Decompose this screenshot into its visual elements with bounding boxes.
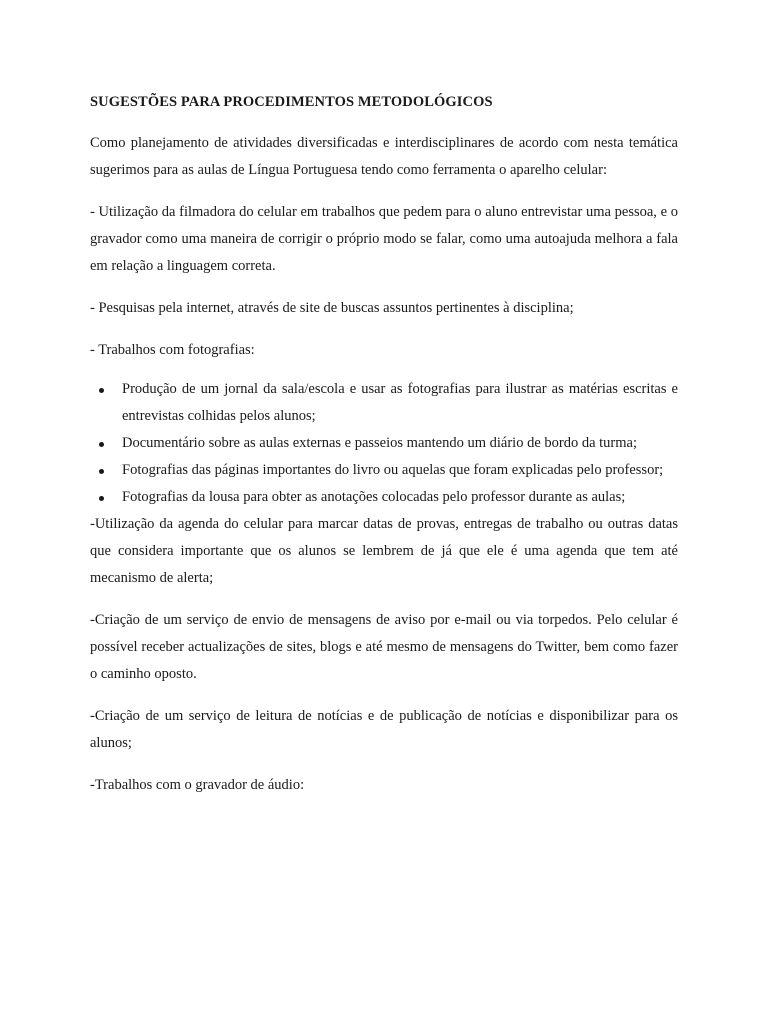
intro-paragraph: Como planejamento de atividades diversificadas e interdisciplinares de acordo com nesta temática sugerimos para as aulas de Língua Portuguesa tendo como ferramenta o aparelho celular: — [90, 135, 678, 178]
fotografias-heading: - Trabalhos com fotografias: — [90, 342, 255, 358]
agenda-paragraph: -Utilização da agenda do celular para marcar datas de provas, entregas de trabalho ou outras datas que considera importante que os alunos se lembrem de já que ele é uma agenda que tem até mecanismo de alerta; — [90, 516, 678, 586]
bullet-icon — [99, 442, 104, 447]
mensagens-paragraph: -Criação de um serviço de envio de mensagens de aviso por e-mail ou via torpedos. Pelo celular é possível receber actualizações de sites, blogs e até mesmo de mensagens do Twitter, bem como fazer o caminho oposto. — [90, 612, 678, 682]
list-item — [122, 484, 678, 511]
list-item — [122, 430, 678, 457]
list-item-text: Produção de um jornal da sala/escola e usar as fotografias para ilustrar as matérias escritas e entrevistas colhidas pelos alunos; — [122, 381, 678, 424]
bullet-icon — [99, 388, 104, 393]
fotografias-list — [90, 376, 678, 511]
list-item-text: Documentário sobre as aulas externas e passeios mantendo um diário de bordo da turma; — [122, 435, 637, 451]
bullet-icon — [99, 469, 104, 474]
list-item — [122, 457, 678, 484]
pesquisas-paragraph: - Pesquisas pela internet, através de site de buscas assuntos pertinentes à disciplina; — [90, 300, 574, 316]
document-title: SUGESTÕES PARA PROCEDIMENTOS METODOLÓGICOS — [90, 94, 493, 110]
bullet-icon — [99, 496, 104, 501]
list-item-text: Fotografias da lousa para obter as anotações colocadas pelo professor durante as aulas; — [122, 489, 626, 505]
audio-heading: -Trabalhos com o gravador de áudio: — [90, 777, 305, 793]
noticias-paragraph: -Criação de um serviço de leitura de notícias e de publicação de notícias e disponibilizar para os alunos; — [90, 708, 678, 751]
filmadora-paragraph: - Utilização da filmadora do celular em trabalhos que pedem para o aluno entrevistar uma pessoa, e o gravador como uma maneira de corrigir o próprio modo se falar, como uma autoajuda melhora a fala em relação a linguagem correta. — [90, 204, 678, 274]
list-item — [122, 376, 678, 430]
list-item-text: Fotografias das páginas importantes do livro ou aquelas que foram explicadas pelo professor; — [122, 462, 664, 478]
